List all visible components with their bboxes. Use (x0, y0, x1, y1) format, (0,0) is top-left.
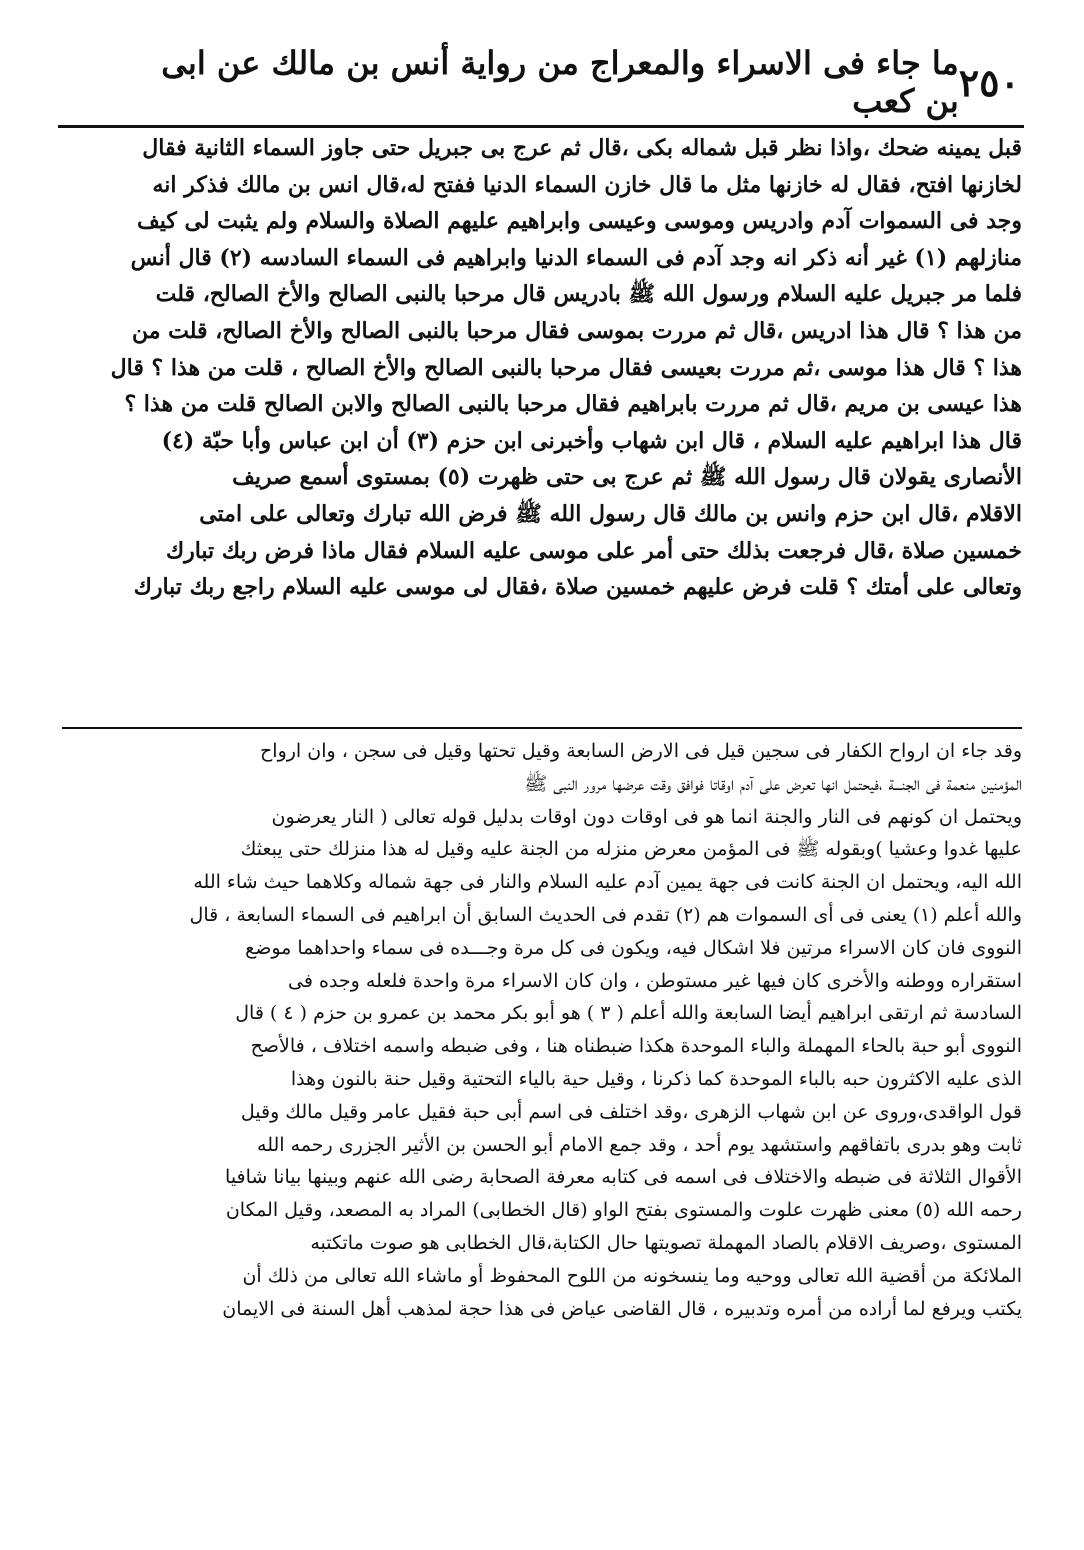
header-rule (58, 125, 1024, 128)
note-line: يكتب ويرفع لما أراده من أمره وتدبيره ، قال القاضى عياض فى هذا حجة لمذهب أهل السنة فى الايمان (222, 1297, 1022, 1320)
main-line: قبل يمينه ضحك ،واذا نظر قبل شماله بكى ،قال ثم عرج بى جبريل حتى جاوز السماء الثانية فقال (142, 135, 1022, 161)
note-line: عليها غدوا وعشيا )وبقوله ﷺ فى المؤمن معرض منزله من الجنة عليه وقيل له هذا منزلك حتى يبعثك (240, 838, 1022, 861)
main-text (64, 130, 1022, 606)
note-line: استقراره ووطنه والأخرى كان فيها غير مستوطن ، وان كان الاسراء مرة واحدة فلعله وجده فى (288, 969, 1022, 992)
note-line: وقد جاء ان ارواح الكفار فى سجين قيل فى الارض السابعة وقيل تحتها وقيل فى سجن ، وان ارواح (260, 740, 1022, 762)
note-line: النووى فان كان الاسراء مرتين فلا اشكال فيه، ويكون فى كل مرة وجـــده فى سماء واحداهما موضع (245, 936, 1022, 959)
note-line: الملائكة من أقضية الله تعالى ووحيه وما ينسخونه من اللوح المحفوظ أو ماشاء الله تعالى من ذلك أن (242, 1264, 1022, 1287)
footnotes (64, 735, 1022, 1325)
main-line: قال هذا ابراهيم عليه السلام ، قال ابن شهاب وأخبرنى ابن حزم (٣) أن ابن عباس وأبا حبّة (٤) (161, 427, 1022, 454)
note-line: الذى عليه الاكثرون حبه بالباء الموحدة كما ذكرنا ، وقيل حية بالياء التحتية وقيل حنة بالنون وهذا (290, 1067, 1022, 1090)
note-line: الأقوال الثلاثة فى ضبطه والاختلاف فى اسمه فى كتابه معرفة الصحابة رضى الله عنهم وبينها بيانا شافيا (225, 1166, 1022, 1189)
main-line: وتعالى على أمتك ؟ قلت فرض عليهم خمسين صلاة ،فقال لى موسى عليه السلام راجع ربك تبارك (133, 574, 1022, 601)
note-line: رحمه الله (٥) معنى ظهرت علوت والمستوى بفتح الواو (قال الخطابى) المراد به المصعد، وقيل المكان (225, 1199, 1022, 1222)
note-line: السادسة ثم ارتقى ابراهيم أيضا السابعة والله أعلم ( ٣ ) هو أبو بكر محمد بن عمرو بن حزم ( ٤ ) قال (235, 1002, 1022, 1025)
main-line: الأنصارى يقولان قال رسول الله ﷺ ثم عرج بى حتى ظهرت (٥) بمستوى أسمع صريف (232, 464, 1022, 491)
note-line: المستوى ،وصريف الاقلام بالصاد المهملة تصويتها حال الكتابة،قال الخطابى هو صوت ماتكتبه (310, 1231, 1022, 1254)
main-line: الاقلام ،قال ابن حزم وانس بن مالك قال رسول الله ﷺ فرض الله تبارك وتعالى على امتى (199, 500, 1022, 527)
page-number: ٢٥٠ (958, 59, 1020, 105)
main-line: وجد فى السموات آدم وادريس وموسى وعيسى وابراهيم عليهم الصلاة والسلام ولم يثبت لى كيف (136, 208, 1022, 235)
main-line: خمسين صلاة ،قال فرجعت بذلك حتى أمر على موسى عليه السلام فقال ماذا فرض ربك تبارك (165, 537, 1022, 564)
main-line: فلما مر جبريل عليه السلام ورسول الله ﷺ بادريس قال مرحبا بالنبى الصالح والأخ الصالح، قلت (155, 281, 1022, 308)
running-title: ما جاء فى الاسراء والمعراج من رواية أنس بن مالك عن ابى بن كعب (161, 44, 959, 120)
main-line: من هذا ؟ قال هذا ادريس ،قال ثم مررت بموسى فقال مرحبا بالنبى الصالح والأخ الصالح، قلت من (131, 317, 1022, 344)
note-line: ويحتمل ان كونهم فى النار والجنة انما هو فى اوقات دون اوقات بدليل قوله تعالى ( النار يعرضون (271, 805, 1022, 828)
note-line: والله أعلم (١) يعنى فى أى السموات هم (٢) تقدم فى الحديث السابق أن ابراهيم فى السماء السابعة ، قال (189, 903, 1022, 926)
main-line: لخازنها افتح، فقال له خازنها مثل ما قال خازن السماء الدنيا ففتح له،قال انس بن مالك فذكر انه (152, 171, 1022, 198)
footnote-rule (62, 727, 1022, 729)
note-line: المؤمنين منعمة فى الجنـــة ،فيحتمل انها تعرض على آدم اوقاتا فوافق وقت عرضها مرور النبى ﷺ (524, 772, 1022, 795)
note-line: ثابت وهو بدرى باتفاقهم واستشهد يوم أحد ، وقد جمع الامام أبو الحسن بن الأثير الجزرى رحمه الله (257, 1133, 1022, 1156)
note-line: قول الواقدى،وروى عن ابن شهاب الزهرى ،وقد اختلف فى اسم أبى حبة فقيل عامر وقيل مالك وقيل (240, 1100, 1022, 1123)
note-line: النووى أبو حبة بالحاء المهملة والباء الموحدة هكذا ضبطناه هنا ، وفى ضبطه واسمه اختلاف ، فالأصح (250, 1035, 1022, 1058)
main-line: منازلهم (١) غير أنه ذكر انه وجد آدم فى السماء الدنيا وابراهيم فى السماء السادسه (٢) قال أنس (130, 244, 1022, 271)
main-line: هذا ؟ قال هذا موسى ،ثم مررت بعيسى فقال مرحبا بالنبى الصالح والأخ الصالح ، قلت من هذا ؟ قال (110, 354, 1022, 381)
note-line: الله اليه، ويحتمل ان الجنة كانت فى جهة يمين آدم عليه السلام والنار فى جهة شماله وكلاهما حيث شاء الله (193, 871, 1022, 894)
page-header (60, 44, 1020, 120)
main-line: هذا عيسى بن مريم ،قال ثم مررت بابراهيم فقال مرحبا بالنبى الصالح والابن الصالح قلت من هذا ؟ (124, 391, 1022, 418)
